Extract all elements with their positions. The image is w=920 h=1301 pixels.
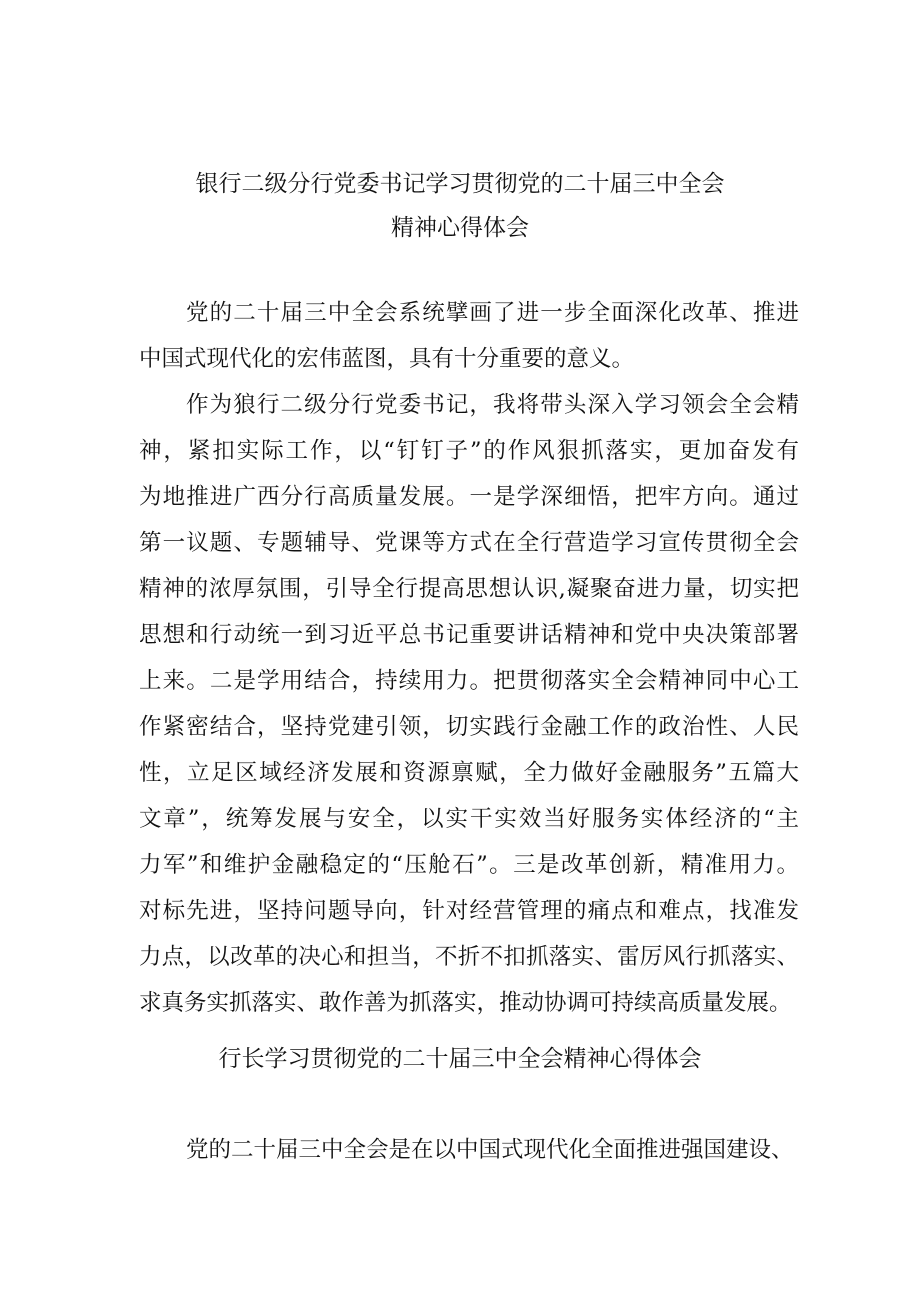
article1-title-line2: 精神心得体会: [391, 215, 529, 241]
article1-p2-line11: 力军”和维护金融稳定的“压舱石”。三是改革创新，精准用力。: [139, 852, 799, 878]
article2-title: 行长学习贯彻党的二十届三中全会精神心得体会: [218, 1046, 702, 1072]
article1-p1-line1: 党的二十届三中全会系统擘画了进一步全面深化改革、推进: [186, 300, 799, 326]
article2-p1-line1: 党的二十届三中全会是在以中国式现代化全面推进强国建设、: [186, 1137, 794, 1163]
article1-p2-line10: 文章”，统筹发展与安全，以实干实效当好服务实体经济的“主: [139, 806, 799, 832]
article1-p2-line12: 对标先进，坚持问题导向，针对经营管理的痛点和难点，找准发: [139, 898, 799, 924]
article1-p2-line14: 求真务实抓落实、敢作善为抓落实，推动协调可持续高质量发展。: [139, 990, 792, 1016]
article1-p2-line7: 上来。二是学用结合，持续用力。把贯彻落实全会精神同中心工: [139, 668, 799, 694]
article1-p2-line13: 力点，以改革的决心和担当，不折不扣抓落实、雷厉风行抓落实、: [139, 944, 799, 970]
article1-p2-line2: 神，紧扣实际工作，以“钉钉子”的作风狠抓落实，更加奋发有: [139, 438, 799, 464]
article1-p2-line6: 思想和行动统一到习近平总书记重要讲话精神和党中央决策部署: [139, 622, 799, 648]
article1-title-line1: 银行二级分行党委书记学习贯彻党的二十届三中全会: [195, 171, 725, 197]
article1-p2-line4: 第一议题、专题辅导、党课等方式在全行营造学习宣传贯彻全会: [139, 530, 799, 556]
article1-p1-line2: 中国式现代化的宏伟蓝图，具有十分重要的意义。: [139, 346, 635, 372]
article1-p2-line5: 精神的浓厚氛围，引导全行提高思想认识,凝聚奋进力量，切实把: [139, 576, 799, 602]
article1-p2-line8: 作紧密结合，坚持党建引领，切实践行金融工作的政治性、人民: [139, 714, 799, 740]
article1-p2-line1: 作为狼行二级分行党委书记，我将带头深入学习领会全会精: [186, 392, 799, 418]
article1-p2-line3: 为地推进广西分行高质量发展。一是学深细悟，把牢方向。通过: [139, 484, 799, 510]
article1-p2-line9: 性，立足区域经济发展和资源禀赋，全力做好金融服务”五篇大: [139, 760, 799, 786]
